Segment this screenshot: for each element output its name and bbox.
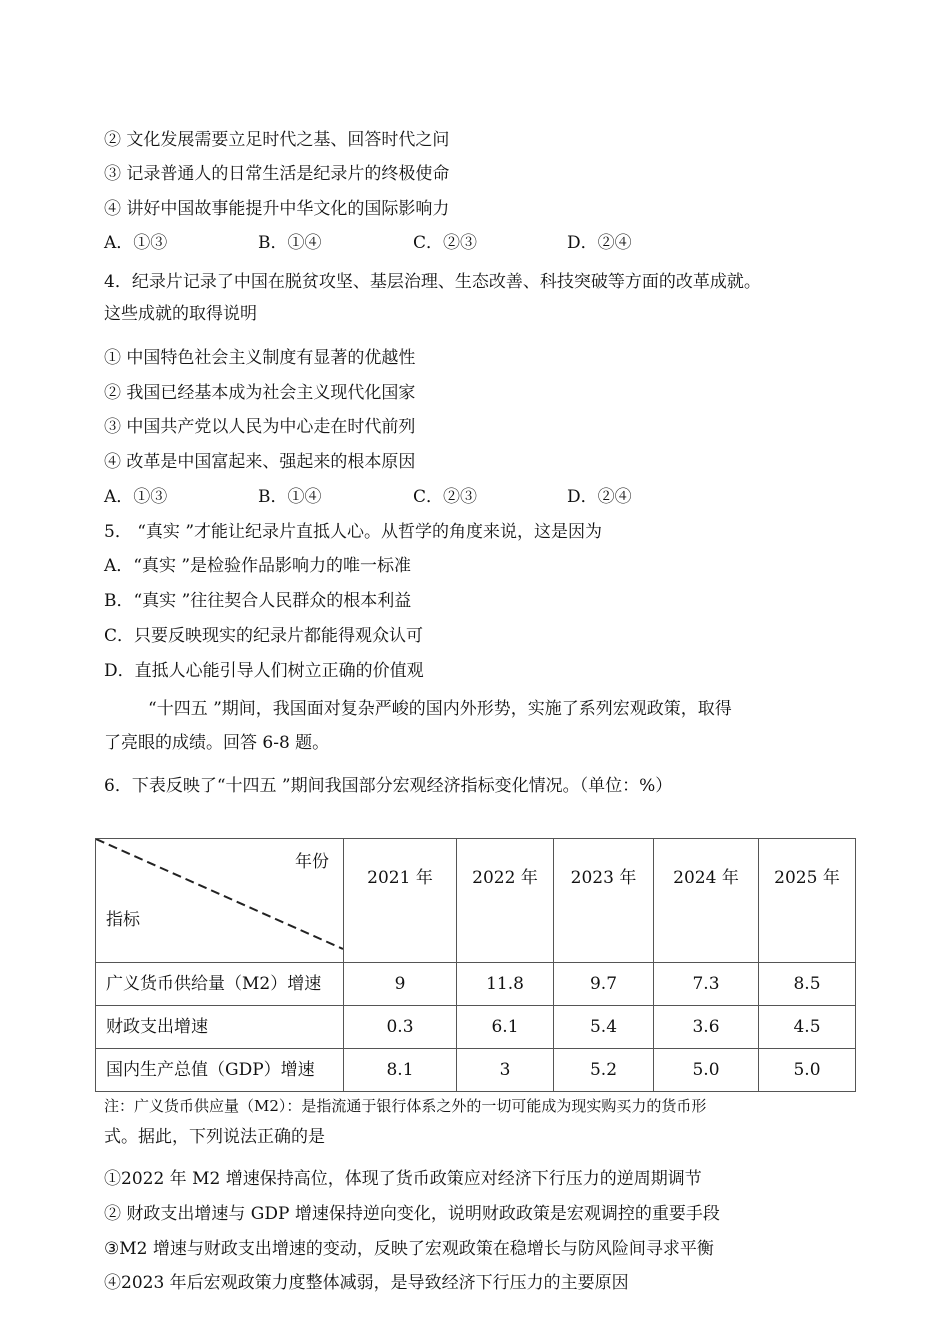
q4-stem-line1: 4．纪录片记录了中国在脱贫攻坚、基层治理、生态改善、科技突破等方面的改革成就。	[104, 272, 761, 292]
q4-option-4: ④ 改革是中国富起来、强起来的根本原因	[104, 452, 416, 472]
table-cell: 8.1	[344, 1049, 457, 1092]
table-cell: 3	[457, 1049, 554, 1092]
table-cell: 6.1	[457, 1006, 554, 1049]
table-note: 注：广义货币供应量（M2）：是指流通于银行体系之外的一切可能成为现实购买力的货币形	[104, 1097, 707, 1115]
q6-option-3: ③M2 增速与财政支出增速的变动，反映了宏观政策在稳增长与防风险间寻求平衡	[104, 1239, 714, 1259]
table-cell: 9	[344, 963, 457, 1006]
q3-choice-d: D．②④	[567, 233, 632, 253]
q4-choice-a: A．①③	[104, 487, 168, 507]
table-row	[96, 1049, 856, 1092]
q4-choice-c: C．②③	[413, 487, 478, 507]
q3-option-2: ② 文化发展需要立足时代之基、回答时代之问	[104, 130, 450, 150]
q6-option-2: ② 财政支出增速与 GDP 增速保持逆向变化，说明财政政策是宏观调控的重要手段	[104, 1204, 720, 1224]
table-cell: 5.2	[554, 1049, 654, 1092]
q5-choice-d: D．直抵人心能引导人们树立正确的价值观	[104, 661, 424, 681]
q6-stem-continued: 式。据此，下列说法正确的是	[104, 1127, 325, 1147]
year-header: 2025 年	[759, 839, 856, 963]
table-cell: 5.4	[554, 1006, 654, 1049]
q4-option-3: ③ 中国共产党以人民为中心走在时代前列	[104, 417, 416, 437]
table-row	[96, 1006, 856, 1049]
q6-option-4: ④2023 年后宏观政策力度整体减弱，是导致经济下行压力的主要原因	[104, 1273, 629, 1293]
table-cell: 0.3	[344, 1006, 457, 1049]
q5-choice-a: A．“真实 ”是检验作品影响力的唯一标准	[104, 556, 412, 576]
row-label: 国内生产总值（GDP）增速	[96, 1049, 344, 1092]
row-label: 财政支出增速	[96, 1006, 344, 1049]
q6-option-1: ①2022 年 M2 增速保持高位，体现了货币政策应对经济下行压力的逆周期调节	[104, 1169, 702, 1189]
intro-line1: “十四五 ”期间，我国面对复杂严峻的国内外形势，实施了系列宏观政策，取得	[148, 699, 732, 719]
year-header: 2021 年	[344, 839, 457, 963]
q4-option-2: ② 我国已经基本成为社会主义现代化国家	[104, 383, 416, 403]
table-cell: 5.0	[654, 1049, 759, 1092]
q5-stem: 5． “真实 ”才能让纪录片直抵人心。从哲学的角度来说，这是因为	[104, 522, 603, 542]
table-cell: 4.5	[759, 1006, 856, 1049]
intro-line2: 了亮眼的成绩。回答 6-8 题。	[104, 733, 330, 753]
q3-option-4: ④ 讲好中国故事能提升中华文化的国际影响力	[104, 199, 450, 219]
table-row	[96, 963, 856, 1006]
q5-choice-b: B．“真实 ”往往契合人民群众的根本利益	[104, 591, 412, 611]
table-cell: 9.7	[554, 963, 654, 1006]
table-cell: 8.5	[759, 963, 856, 1006]
table-cell: 11.8	[457, 963, 554, 1006]
q4-choice-b: B．①④	[258, 487, 322, 507]
row-label: 广义货币供给量（M2）增速	[96, 963, 344, 1006]
q3-choice-a: A．①③	[104, 233, 168, 253]
year-header: 2023 年	[554, 839, 654, 963]
indicator-table	[95, 838, 856, 1092]
q4-choice-d: D．②④	[567, 487, 632, 507]
q3-choice-c: C．②③	[413, 233, 478, 253]
table-corner-cell	[96, 839, 344, 963]
q3-choice-b: B．①④	[258, 233, 322, 253]
table-cell: 3.6	[654, 1006, 759, 1049]
corner-year-label: 年份	[295, 852, 329, 872]
q5-choice-c: C．只要反映现实的纪录片都能得观众认可	[104, 626, 424, 646]
corner-indicator-label: 指标	[106, 910, 140, 930]
q4-choices	[104, 485, 804, 509]
q6-stem: 6．下表反映了“十四五 ”期间我国部分宏观经济指标变化情况。（单位：%）	[104, 776, 673, 796]
q3-choices	[104, 231, 804, 255]
table-cell: 7.3	[654, 963, 759, 1006]
q4-stem-line2: 这些成就的取得说明	[104, 304, 257, 324]
q3-option-3: ③ 记录普通人的日常生活是纪录片的终极使命	[104, 164, 450, 184]
q4-option-1: ① 中国特色社会主义制度有显著的优越性	[104, 348, 416, 368]
year-header: 2022 年	[457, 839, 554, 963]
year-header: 2024 年	[654, 839, 759, 963]
table-cell: 5.0	[759, 1049, 856, 1092]
